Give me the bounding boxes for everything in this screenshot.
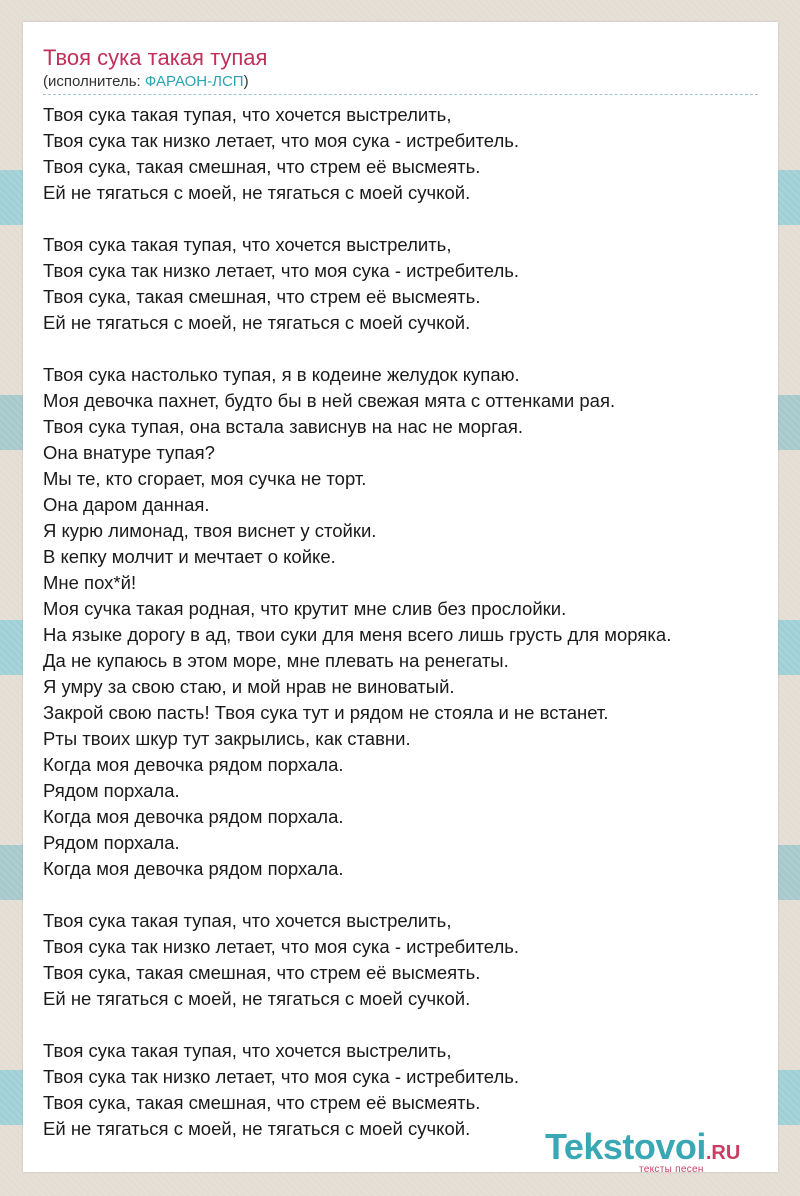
lyrics-stanza-5: Твоя сука такая тупая, что хочется выстрелить, Твоя сука так низко летает, что моя сука - истребитель. Твоя сука, такая смешная, что стрем её высмеять. Ей не тягаться с моей, не тягаться с моей сучкой. bbox=[43, 1040, 520, 1139]
artist-link[interactable]: ФАРАОН-ЛСП bbox=[144, 73, 244, 90]
lyrics-card bbox=[23, 22, 778, 1172]
lyrics-stanza-2: Твоя сука такая тупая, что хочется выстрелить, Твоя сука так низко летает, что моя сука - истребитель. Твоя сука, такая смешная, что стрем её высмеять. Ей не тягаться с моей, не тягаться с моей сучкой. bbox=[43, 234, 520, 333]
site-logo[interactable] bbox=[545, 1128, 755, 1176]
lyrics-stanza-1: Твоя сука такая тупая, что хочется выстрелить, Твоя сука так низко летает, что моя сука - истребитель. Твоя сука, такая смешная, что стрем её высмеять. Ей не тягаться с моей, не тягаться с моей сучкой. bbox=[43, 104, 520, 203]
artist-prefix: (исполнитель: bbox=[43, 73, 145, 90]
song-title: Твоя сука такая тупая bbox=[43, 45, 268, 70]
lyrics-text bbox=[43, 102, 763, 1168]
logo-tld: .RU bbox=[705, 1142, 741, 1164]
logo-tagline: тексты песен bbox=[639, 1164, 704, 1175]
artist-suffix: ) bbox=[243, 73, 249, 90]
artist-line bbox=[43, 72, 249, 92]
lyrics-stanza-3: Твоя сука настолько тупая, я в кодеине желудок купаю. Моя девочка пахнет, будто бы в ней свежая мята с оттенками рая. Твоя сука тупая, она встала зависнув на нас не моргая. Она внатуре тупая? Мы те, кто сгорает, моя сучка не торт. Она даром данная. Я курю лимонад, твоя виснет у стойки. В кепку молчит и мечтает о койке. Мне пох*й! Моя сучка такая родная, что крутит мне слив без прослойки. На языке дорогу в ад, твои суки для меня всего лишь грусть для моряка. Да не купаюсь в этом море, мне плевать на ренегаты. Я умру за свою стаю, и мой нрав не виноватый. Закрой свою пасть! Твоя сука тут и рядом не стояла и не встанет. Рты твоих шкур тут закрылись, как ставни. Когда моя девочка рядом порхала. Рядом порхала. Когда моя девочка рядом порхала. Рядом порхала. Когда моя девочка рядом порхала. bbox=[43, 364, 672, 879]
lyrics-stanza-4: Твоя сука такая тупая, что хочется выстрелить, Твоя сука так низко летает, что моя сука - истребитель. Твоя сука, такая смешная, что стрем её высмеять. Ей не тягаться с моей, не тягаться с моей сучкой. bbox=[43, 910, 520, 1009]
title-divider bbox=[43, 94, 758, 95]
logo-word: Tekstovoi bbox=[545, 1126, 706, 1167]
